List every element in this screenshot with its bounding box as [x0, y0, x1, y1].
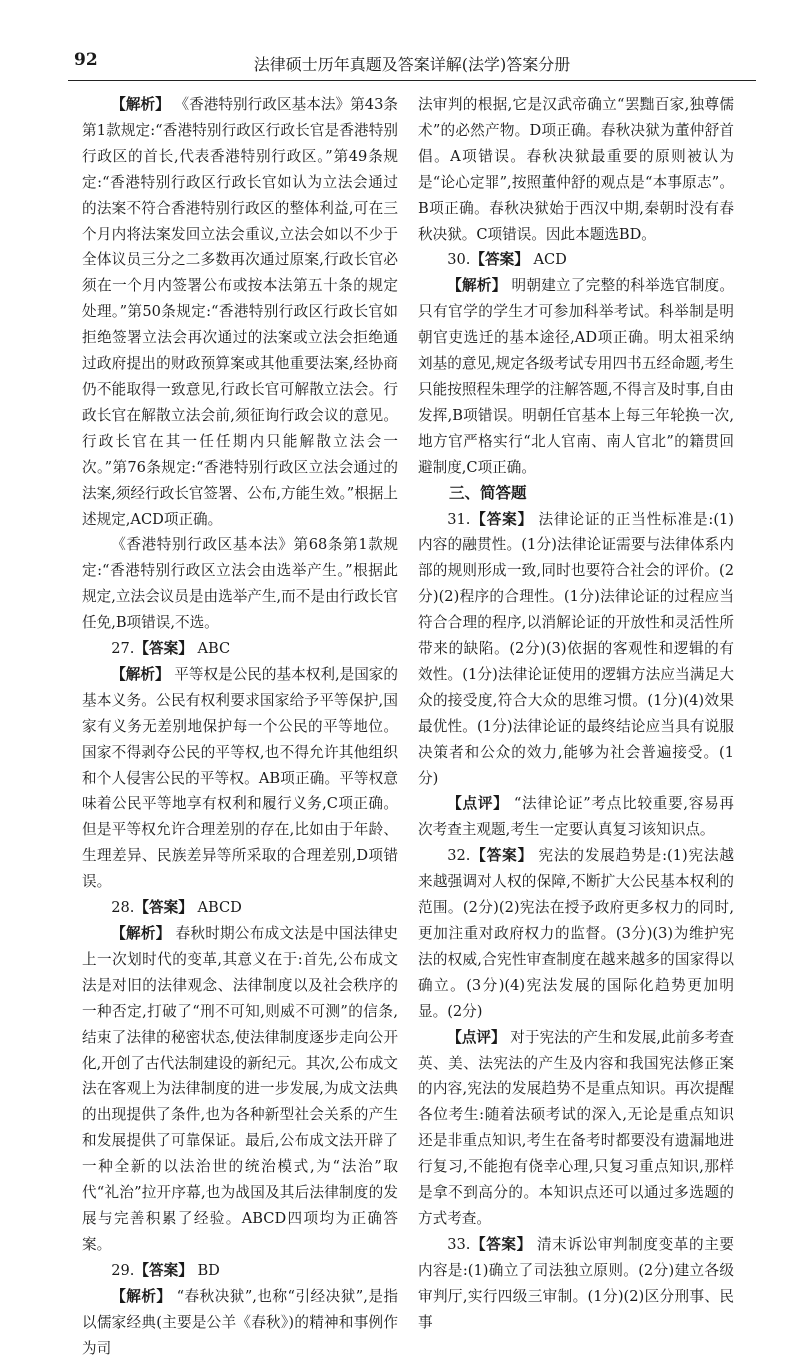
- comment-32: 【点评】 对于宪法的产生和发展,此前多考查英、美、法宪法的产生及内容和我国宪法修正案的内容,宪法的发展趋势不是重点知识。再次提醒各位考生:随着法硕考试的深入,无论是重点知识还是非重点知识,考生在备考时都要没有遗漏地进行复习,不能抱有侥幸心理,只复习重点知识,那样是拿不到高分的。本知识点还可以通过多选题的方式考查。: [418, 1028, 735, 1227]
- paragraph-continued: 法审判的根据,它是汉武帝确立“罢黜百家,独尊儒术”的必然产物。D项正确。春秋决狱为董仲舒首倡。A项错误。春秋决狱最重要的原则被认为是“论心定罪”,按照董仲舒的观点是“本事原志”。B项正确。春秋决狱始于西汉中期,秦朝时没有春秋决狱。C项错误。因此本题选BD。: [418, 96, 734, 243]
- comment-31: 【点评】 “法律论证”考点比较重要,容易再次考查主观题,考生一定要认真复习该知识点。: [418, 795, 734, 839]
- header-rule: [68, 80, 756, 81]
- explanation-29: 【解析】 “春秋决狱”,也称“引经决狱”,是指以儒家经典(主要是公羊《春秋》)的精神和事例作为司: [82, 1287, 399, 1357]
- section-heading: 三、简答题: [449, 483, 527, 502]
- answer-27: 27.【答案】 ABC: [111, 640, 231, 658]
- explanation-27: 【解析】 平等权是公民的基本权利,是国家的基本义务。公民有权利要求国家给予平等保护,国家有义务无差别地保护每一个公民的平等地位。国家不得剥夺公民的平等权,也不得允许其他组织和个人侵害公民的平等权。AB项正确。平等权意味着公民平等地享有权利和履行义务,C项正确。但是平等权允许合理差别的存在,比如由于年龄、生理差异、民族差异等所采取的合理差别,D项错误。: [82, 665, 399, 891]
- paragraph: 《香港特别行政区基本法》第68条第1款规定:“香港特别行政区立法会由选举产生。”根据此规定,立法会议员是由选举产生,而不是由行政长官任免,B项错误,不选。: [82, 536, 398, 632]
- answer-28: 28.【答案】 ABCD: [111, 899, 242, 917]
- left-column: [82, 92, 398, 1361]
- running-title: 法律硕士历年真题及答案详解(法学)答案分册: [253, 55, 571, 74]
- paragraph: 【解析】 《香港特别行政区基本法》第43条第1款规定:“香港特别行政区行政长官是香港特别行政区的首长,代表香港特别行政区。”第49条规定:“香港特别行政区行政长官如认为立法会通过的法案不符合香港特别行政区的整体利益,可在三个月内将法案发回立法会重议,立法会如以不少于全体议员三分之二多数再次通过原案,行政长官必须在一个月内签署公布或按本法第五十条的规定处理。”第50条规定:“香港特别行政区行政长官如拒绝签署立法会再次通过的法案或立法会拒绝通过政府提出的财政预算案或其他重要法案,经协商仍不能取得一致意见,行政长官可解散立法会。行政长官在解散立法会前,须征询行政会议的意见。行政长官在其一任任期内只能解散立法会一次。”第76条规定:“香港特别行政区立法会通过的法案,须经行政长官签署、公布,方能生效。”根据上述规定,ACD项正确。: [82, 96, 398, 528]
- answer-32: 32.【答案】 宪法的发展趋势是:(1)宪法越来越强调对人权的保障,不断扩大公民基本权利的范围。(2分)(2)宪法在授予政府更多权力的同时,更加注重对政府权力的监督。(3分)(3)为维护宪法的权威,合宪性审查制度在越来越多的国家得以确立。(3分)(4)宪法发展的国际化趋势更加明显。(2分): [418, 847, 734, 1020]
- answer-31: 31.【答案】 法律论证的正当性标准是:(1)内容的融贯性。(1分)法律论证需要与法律体系内部的规则形成一致,同时也要符合社会的评价。(2分)(2)程序的合理性。(1分)法律论证的过程应当符合合理的程序,以消解论证的开放性和灵活性所带来的缺陷。(2分)(3)依据的客观性和逻辑的有效性。(1分)法律论证使用的逻辑方法应当满足大众的接受度,符合大众的思维习惯。(1分)(4)效果最优性。(1分)法律论证的最终结论应当具有说服决策者和公众的效力,能够为社会普遍接受。(1分): [418, 510, 734, 787]
- answer-33: 33.【答案】 清末诉讼审判制度变革的主要内容是:(1)确立了司法独立原则。(2分)建立各级审判厅,实行四级三审制。(1分)(2)区分刑事、民事: [418, 1235, 734, 1331]
- explanation-30: 【解析】 明朝建立了完整的科举选官制度。只有官学的学生才可参加科举考试。科举制是明朝官吏选迁的基本途径,AD项正确。明太祖采纳刘基的意见,规定各级考试专用四书五经命题,考生只能按照程朱理学的注解答题,不得言及时事,自由发挥,B项错误。明朝任官基本上每三年轮换一次,地方官严格实行“北人官南、南人官北”的籍贯回避制度,C项正确。: [418, 277, 734, 476]
- page-number: 92: [74, 50, 98, 70]
- answer-29: 29.【答案】 BD: [111, 1261, 220, 1279]
- right-column: [418, 92, 734, 1336]
- page-header: [68, 42, 756, 82]
- answer-30: 30.【答案】 ACD: [447, 251, 567, 269]
- explanation-28: 【解析】 春秋时期公布成文法是中国法律史上一次划时代的变革,其意义在于:首先,公布成文法是对旧的法律观念、法律制度以及社会秩序的一种否定,打破了“刑不可知,则威不可测”的信条,结束了法律的秘密状态,使法律制度逐步走向公开化,开创了古代法制建设的新纪元。其次,公布成文法在客观上为法律制度的进一步发展,为成文法典的出现提供了条件,也为各种新型社会关系的产生和发展提供了可靠保证。最后,公布成文法开辟了一种全新的以法治世的统治模式,为“法治”取代“礼治”拉开序幕,也为战国及其后法律制度的发展与完善积累了经验。ABCD四项均为正确答案。: [82, 925, 398, 1253]
